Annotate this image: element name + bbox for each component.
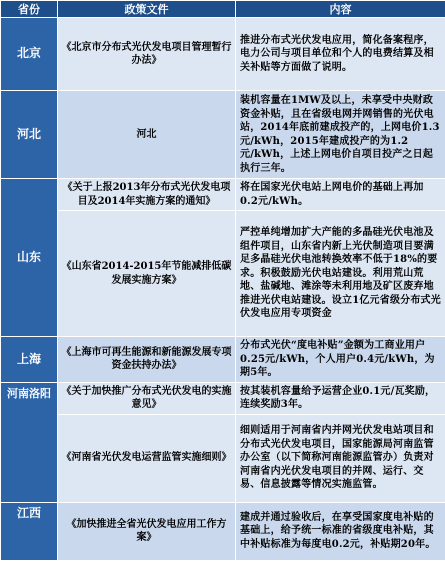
table-row: [1, 211, 445, 337]
content-cell: 建成并通过验收后，在享受国家度电补贴的基础上，给予统一标准的省级度电补贴，其中补贴标准为每度电0.2元，补贴期20年。: [236, 502, 445, 560]
content-cell: 将在国家光伏电站上网电价的基础上再加0.2元/kWh。: [236, 179, 445, 211]
policy-doc-cell: 《北京市分布式光伏发电项目管理暂行办法》: [58, 18, 236, 91]
table-row: [1, 414, 445, 502]
header-policy: 政策文件: [58, 1, 236, 18]
policy-doc-cell: 《关于加快推广分布式光伏发电的实施意见》: [58, 382, 236, 414]
content-cell: 推进分布式光伏发电应用，简化备案程序，电力公司与项目单位和个人的电费结算及相关补贴等方面做了说明。: [236, 18, 445, 91]
content-cell: 分布式光伏“度电补贴”金额为工商业用户0.25元/kWh，个人用户0.4元/kWh，为期5年。: [236, 337, 445, 383]
header-province: 省份: [1, 1, 58, 18]
table-row: [1, 18, 445, 91]
header-row: [1, 1, 445, 18]
table-row: [1, 179, 445, 211]
content-cell: 装机容量在1MW及以上，未享受中央财政资金补贴，且在省级电网并网销售的光伏电站，2014年底前建成投产的，上网电价1.3元/kWh，2015年建成投产的为1.2元/kWh，上述上网电价自项目投产之日起执行三年。: [236, 91, 445, 179]
policy-doc-cell: 河北: [58, 91, 236, 179]
table-row: [1, 502, 445, 560]
policy-doc-cell: 《山东省2014-2015年节能减排低碳发展实施方案》: [58, 211, 236, 337]
content-cell: 细则适用于河南省内并网光伏发电站项目和分布式光伏发电项目，国家能源局河南监管办公室（以下简称河南能源监管办）负责对河南省内光伏发电项目的并网、运行、交易、信息披露等情况实施监管。: [236, 414, 445, 502]
province-cell: 河北: [1, 91, 58, 179]
province-cell: 江西: [1, 502, 58, 560]
policy-doc-cell: 《上海市可再生能源和新能源发展专项资金扶持办法》: [58, 337, 236, 383]
table-row: [1, 337, 445, 383]
province-cell: 山东: [1, 179, 58, 337]
table-row: [1, 91, 445, 179]
province-cell: 北京: [1, 18, 58, 91]
table-row: [1, 382, 445, 414]
province-cell: 河南洛阳: [1, 382, 58, 502]
header-content: 内容: [236, 1, 445, 18]
policy-doc-cell: 《河南省光伏发电运营监管实施细则》: [58, 414, 236, 502]
province-cell: 上海: [1, 337, 58, 383]
policy-doc-cell: 《加快推进全省光伏发电应用工作方案》: [58, 502, 236, 560]
content-cell: 按其装机容量给予运营企业0.1元/瓦奖励，连续奖励3年。: [236, 382, 445, 414]
content-cell: 严控单纯增加扩大产能的多晶硅光伏电池及组件项目，山东省内新上光伏制造项目要满足多晶硅光伏电池转换效率不低于18%的要求。积极鼓励光伏电站建设。利用荒山荒地、盐碱地、滩涂等未利用地及矿区废弃地推进光伏电站建设。设立1亿元省级分布式光伏发电应用专项资金: [236, 211, 445, 337]
policy-doc-cell: 《关于上报2013年分布式光伏发电项目及2014年实施方案的通知》: [58, 179, 236, 211]
